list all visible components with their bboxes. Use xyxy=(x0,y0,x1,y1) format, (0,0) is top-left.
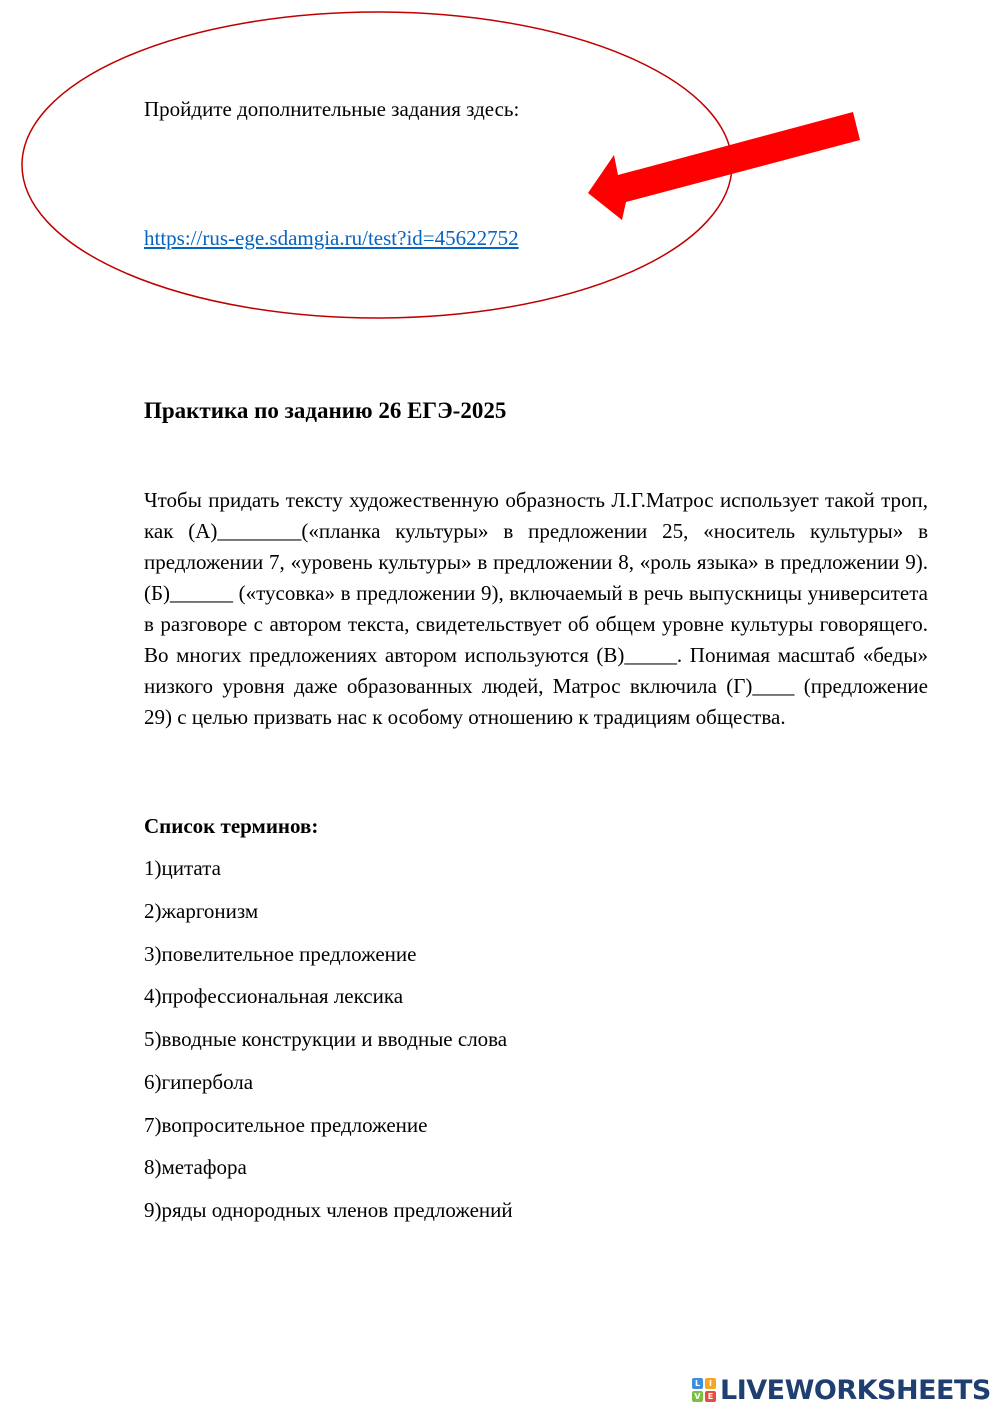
logo-letter: V xyxy=(692,1391,703,1402)
logo-letter: L xyxy=(692,1378,703,1389)
logo-mark-icon xyxy=(692,1378,716,1402)
term-item: 2)жаргонизм xyxy=(144,898,259,923)
liveworksheets-logo[interactable] xyxy=(692,1374,991,1406)
page-title: Практика по заданию 26 ЕГЭ-2025 xyxy=(144,398,507,423)
term-item: 1)цитата xyxy=(144,856,221,880)
logo-letter: E xyxy=(705,1391,716,1402)
term-item: 9)ряды однородных членов предложений xyxy=(144,1198,513,1222)
term-item: 3)повелительное предложение xyxy=(144,941,417,966)
logo-letter: I xyxy=(705,1378,716,1389)
callout-intro-text: Пройдите дополнительные задания здесь: xyxy=(144,97,520,121)
term-item: 8)метафора xyxy=(144,1155,247,1180)
term-item: 5)вводные конструкции и вводные слова xyxy=(144,1027,508,1051)
term-item: 7)вопросительное предложение xyxy=(144,1112,428,1137)
red-arrow-icon xyxy=(580,105,870,225)
terms-list xyxy=(144,855,513,1240)
term-item: 4)профессиональная лексика xyxy=(144,984,404,1009)
extra-tasks-link[interactable]: https://rus-ege.sdamgia.ru/test?id=45622752 xyxy=(144,226,519,250)
terms-list-title: Список терминов: xyxy=(144,814,319,838)
task-paragraph: Чтобы придать тексту художественную образность Л.Г.Матрос использует такой троп, как (А)________(«планка культуры» в предложении 25, «носитель культуры» в предложении 7, «уровень культуры» в предложении 8, «роль языка» в предложении 9). (Б)______ («тусовка» в предложении 9), включаемый в речь выпускницы университета в разговоре с автором текста, свидетельствует об общем уровне культуры говорящего. Во многих предложениях автором используются (В)_____. Понимая масштаб «беды» низкого уровня даже образованных людей, Матрос включила (Г)____ (предложение 29) с целью призвать нас к особому отношению к традициям общества. xyxy=(144,488,928,729)
logo-wordmark: LIVEWORKSHEETS xyxy=(720,1374,991,1406)
term-item: 6)гипербола xyxy=(144,1069,254,1094)
